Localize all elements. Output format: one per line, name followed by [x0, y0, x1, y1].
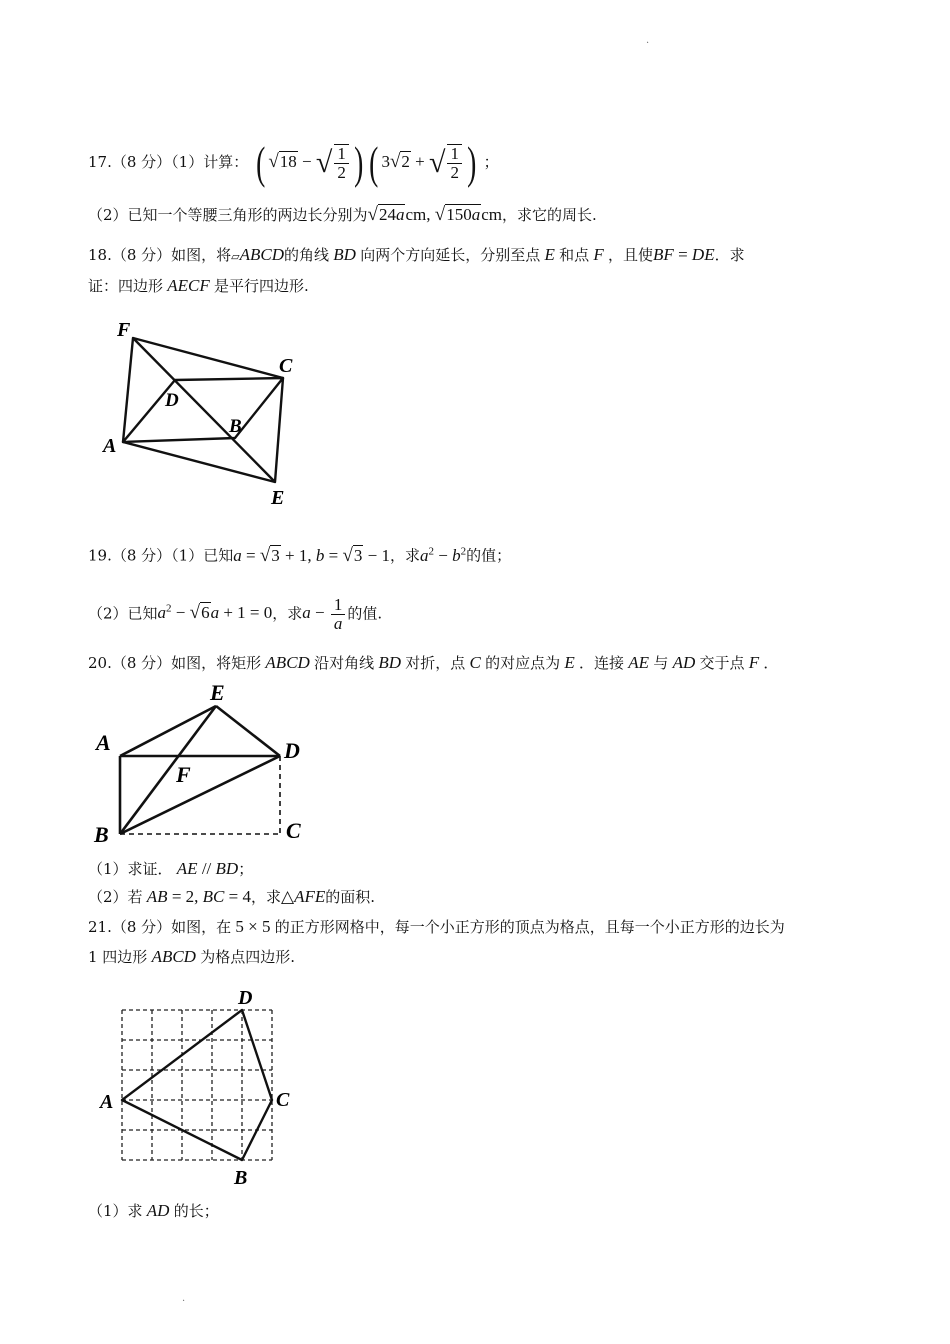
q20-sub2 — [88, 886, 375, 908]
q21-ad: AD — [142, 1201, 174, 1220]
q21-sub1 — [88, 1200, 219, 1222]
q17-semicolon: ； — [483, 152, 499, 171]
q19-t2: ，求 — [389, 546, 420, 565]
q20-t7: 交于点 — [699, 654, 745, 672]
q18-line1 — [88, 244, 745, 268]
q19-part2 — [88, 596, 382, 633]
q18-label-d: D — [165, 390, 179, 411]
q20-t5: ．连接 — [579, 654, 625, 672]
scan-dot-bottom: · — [182, 1296, 186, 1307]
q20-t8: ． — [763, 654, 779, 672]
q21-t5: （1）求 — [88, 1202, 143, 1220]
q21-t6: 的长； — [173, 1202, 219, 1220]
q19-part1 — [88, 540, 511, 567]
q20-t4: 的对应点为 — [485, 654, 561, 672]
q18-t3: 向两个方向延长，分别至点 — [360, 246, 541, 264]
q21-label-c: C — [276, 1089, 290, 1111]
q19-t1: 19.（8 分）（1）已知 — [88, 546, 234, 565]
q18-t1: 18.（8 分）如图，将 — [88, 246, 232, 264]
q18-t5: ，且使 — [608, 246, 654, 264]
q20-t10: ； — [238, 860, 254, 878]
q17-part2 — [88, 204, 597, 226]
q18-figure — [95, 310, 325, 510]
q17-part1 — [88, 137, 499, 188]
q18-label-b: B — [229, 416, 242, 437]
q20-t12: ，求 — [251, 888, 282, 906]
q19-t6: 的值. — [347, 604, 383, 623]
q18-e: E — [540, 245, 560, 264]
q18-t4: 和点 — [559, 246, 590, 264]
q17-head: 17.（8 分）（1）计算： — [88, 152, 249, 171]
q18-bd: BD — [329, 245, 361, 264]
q19-t3: 的值； — [466, 546, 512, 565]
q20-abcd: ABCD — [261, 653, 315, 672]
q18-t8: 是平行四边形. — [214, 277, 309, 295]
q18-label-f: F — [117, 319, 131, 341]
q20-t2: 沿对角线 — [314, 654, 375, 672]
q20-triangle: △AFE — [281, 887, 326, 906]
q19-t4: （2）已知 — [88, 604, 158, 623]
q17-part2-text-b: ，求它的周长. — [501, 206, 597, 224]
q19-expr2: a − $\frac{1}{a}$ — [302, 603, 347, 622]
q20-sub1 — [88, 858, 253, 880]
q19-ab: a = √3 + 1, b = √3 − 1 — [233, 544, 390, 566]
q18-t7: 证：四边形 — [88, 277, 164, 295]
q18-line2 — [88, 275, 309, 297]
q17-expression: ( √18 − √ $\frac{1}{2}$ ) ( 3√2 + √ $\frac{1}{2}$ ) — [256, 137, 477, 188]
q21-label-b: B — [234, 1167, 248, 1189]
q20-e: E — [560, 653, 580, 672]
q20-t9: （1）求证． — [88, 860, 173, 878]
q21-line1 — [88, 916, 785, 938]
q18-label-e: E — [271, 487, 285, 509]
q21-t2: 的正方形网格中，每一个小正方形的顶点为格点，且每一个小正方形的边长为 — [274, 918, 785, 936]
q20-t13: 的面积. — [325, 888, 376, 906]
q20-label-f: F — [176, 762, 191, 787]
q20-line1 — [88, 652, 778, 674]
q17-sides: √24acm, √150acm — [367, 204, 502, 225]
q21-figure — [92, 982, 312, 1192]
q20-ad: AD — [668, 653, 700, 672]
q20-t11: （2）若 — [88, 888, 143, 906]
q17-part2-text-a: （2）已知一个等腰三角形的两边长分别为 — [88, 206, 368, 224]
q20-t3: 对折，点 — [405, 654, 466, 672]
q20-label-c: C — [286, 818, 301, 843]
q20-label-e: E — [210, 680, 225, 705]
q21-grid-size: 5 × 5 — [231, 917, 275, 936]
q18-f: F — [589, 245, 609, 264]
q20-label-b: B — [94, 822, 109, 847]
q21-t4: 为格点四边形. — [200, 948, 295, 966]
q20-f: F — [744, 653, 764, 672]
q20-label-a: A — [96, 730, 111, 755]
q21-label-d: D — [238, 987, 253, 1009]
q21-abcd: ABCD — [147, 947, 201, 966]
q18-eq: BF = DE — [653, 245, 715, 264]
q20-ae: AE — [624, 653, 654, 672]
q18-parallelogram: ▱ABCD — [231, 245, 285, 264]
q21-t3: 1 四边形 — [88, 948, 148, 966]
q20-label-d: D — [284, 738, 300, 763]
q20-t1: 20.（8 分）如图，将矩形 — [88, 654, 262, 672]
q18-label-a: A — [103, 435, 117, 457]
q20-parallel: AE // BD — [172, 859, 239, 878]
q21-label-a: A — [100, 1091, 114, 1113]
q20-t6: 与 — [653, 654, 669, 672]
q20-values: AB = 2, BC = 4 — [142, 887, 251, 906]
q21-line2 — [88, 946, 295, 968]
q19-expr: $a^2 - b^2$ — [419, 545, 467, 565]
q21-t1: 21.（8 分）如图，在 — [88, 918, 232, 936]
q18-label-c: C — [279, 355, 293, 377]
scan-dot: · — [646, 38, 650, 49]
q19-eq2: $a^2 - √6a + 1 = 0$ — [157, 602, 273, 624]
q20-bd: BD — [374, 653, 406, 672]
q18-t6: ．求 — [714, 246, 745, 264]
q18-t2: 的角线 — [284, 246, 330, 264]
q18-aecf: AECF — [163, 276, 215, 295]
q20-c: C — [465, 653, 486, 672]
q19-t5: ，求 — [272, 604, 303, 623]
q20-figure — [88, 678, 328, 848]
